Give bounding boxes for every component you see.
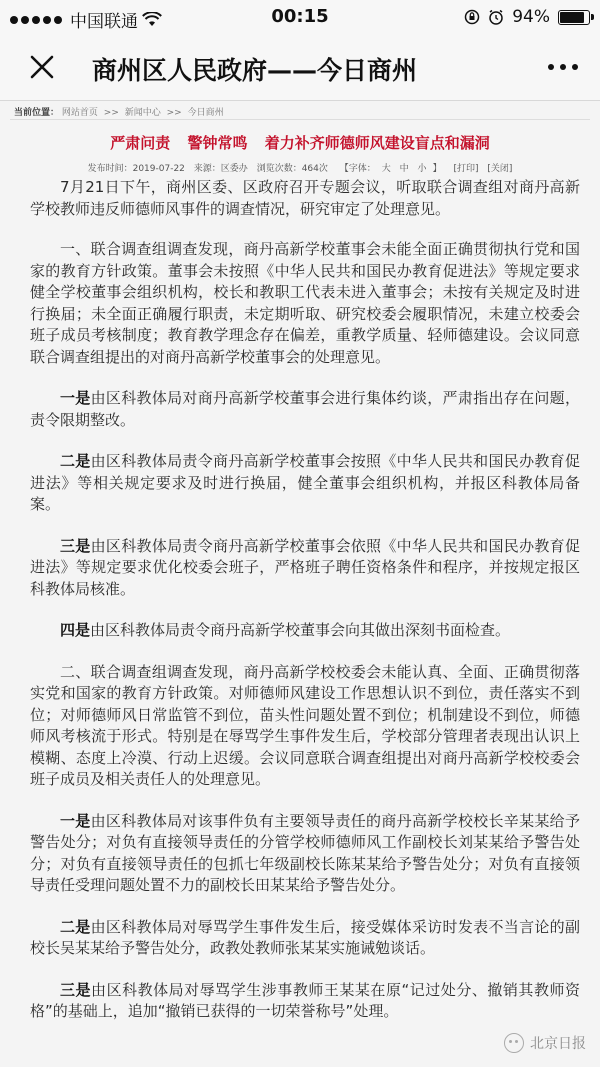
page-title: 商州区人民政府——今日商州: [92, 56, 418, 85]
status-bar: [0, 0, 600, 34]
paragraph-lead: 一是: [60, 811, 91, 830]
paragraph: [30, 451, 580, 516]
orientation-lock-icon: [464, 9, 480, 25]
battery-fill: [560, 12, 584, 23]
close-link[interactable]: [关闭]: [487, 164, 513, 174]
alarm-icon: [488, 9, 504, 25]
paragraph: [30, 388, 580, 431]
paragraph: [30, 536, 580, 601]
print-link[interactable]: [打印]: [453, 164, 479, 174]
font-large-link[interactable]: 大: [381, 164, 391, 174]
breadcrumb-current[interactable]: 今日商州: [187, 108, 224, 118]
more-icon[interactable]: [548, 64, 578, 70]
paragraph-lead: 三是: [60, 536, 91, 555]
breadcrumb-label: 当前位置：: [14, 108, 60, 118]
article-headline: [0, 132, 600, 153]
paragraph: 二、联合调查组调查发现，商丹高新学校校委会未能认真、全面、正确贯彻落实党和国家的教育方针政策。对师德师风建设工作思想认识不到位，责任落实不到位；对师德师风日常监管不到位，苗头性问题处置不到位；机制建设不到位，师德师风考核流于形式。特别是在辱骂学生事件发生后，学校部分管理者表现出认识上模糊、态度上冷漠、行动上迟缓。会议同意联合调查组提出对商丹高新学校校委会班子成员及相关责任人的处理意见。: [30, 662, 580, 788]
headline-part-3: 着力补齐师德师风建设盲点和漏洞: [264, 134, 490, 152]
font-mid-link[interactable]: 中: [399, 164, 409, 174]
paragraph: [30, 620, 580, 642]
font-label-end: 】: [432, 164, 442, 174]
font-small-link[interactable]: 小: [417, 164, 427, 174]
paragraph: 一、联合调查组调查发现，商丹高新学校董事会未能全面正确贯彻执行党和国家的教育方针政策。董事会未按照《中华人民共和国民办教育促进法》等规定要求健全学校董事会组织机构，校长和教职工代表未进入董事会；未按有关规定及时进行换届；未全面正确履行职责，未定期听取、研究校委会履职情况，未建立校委会班子成员考核制度；教育教学理念存在偏差，重教学质量、轻师德建设。会议同意联合调查组提出的对商丹高新学校董事会的处理意见。: [30, 240, 580, 366]
divider: [10, 119, 590, 120]
font-label-start: 【字体：: [339, 164, 376, 174]
paragraph-text: 由区科教体局对该事件负有主要领导责任的商丹高新学校校长辛某某给予警告处分；对负有直接领导责任的分管学校师德师风工作副校长刘某某给予警告处分；对负有直接领导责任的包抓七年级副校长陈某某给予警告处分；对负有直接领导责任受理问题处置不力的副校长田某某给予警告处分。: [30, 811, 580, 894]
paragraph-text: 由区科教体局对辱骂学生事件发生后，接受媒体采访时发表不当言论的副校长吴某某给予警告处分，政教处教师张某某实施诫勉谈话。: [30, 917, 580, 957]
paragraph-lead: 一是: [60, 389, 91, 407]
article-meta: [0, 161, 600, 174]
paragraph-text: 由区科教体局责令商丹高新学校董事会向其做出深刻书面检查。: [90, 621, 511, 639]
headline-part-2: 警钟常鸣: [187, 134, 248, 152]
battery-icon: [558, 10, 590, 25]
status-time: 00:15: [271, 6, 329, 27]
carrier-label: 中国联通: [70, 12, 138, 32]
breadcrumb-separator: >>: [166, 108, 182, 118]
view-count: 浏览次数：464次: [256, 164, 328, 174]
publish-time: 发布时间：2019-07-22: [87, 164, 185, 174]
breadcrumb-separator: >>: [103, 108, 119, 118]
nav-bar: [0, 34, 600, 101]
paragraph: [30, 917, 580, 960]
web-content: [0, 101, 600, 1067]
status-right: [464, 7, 590, 27]
headline-part-1: 严肃问责: [110, 134, 171, 152]
close-icon[interactable]: [24, 49, 60, 85]
watermark: [504, 1033, 586, 1053]
breadcrumb: [14, 105, 224, 118]
paragraph-text: 由区科教体局责令商丹高新学校董事会依照《中华人民共和国民办教育促进法》等规定要求优化校委会班子，严格班子聘任资格条件和程序，并按规定报区科教体局核准。: [30, 536, 580, 598]
wechat-icon: [504, 1033, 524, 1053]
font-size-label: [337, 164, 445, 174]
breadcrumb-news[interactable]: 新闻中心: [124, 108, 161, 118]
paragraph-text: 由区科教体局对辱骂学生涉事教师王某某在原“记过处分、撤销其教师资格”的基础上，追加“撤销已获得的一切荣誉称号”处理。: [30, 980, 580, 1020]
paragraph-text: 由区科教体局对商丹高新学校董事会进行集体约谈，严肃指出存在问题，责令限期整改。: [30, 389, 580, 429]
paragraph: [30, 980, 580, 1023]
battery-percent: 94%: [512, 7, 550, 27]
paragraph-lead: 二是: [60, 452, 91, 470]
article-source: 来源：区委办: [193, 164, 248, 174]
paragraph: 7月21日下午，商州区委、区政府召开专题会议，听取联合调查组对商丹高新学校教师违反师德师风事件的调查情况，研究审定了处理意见。: [30, 178, 580, 218]
paragraph-text: 由区科教体局责令商丹高新学校董事会按照《中华人民共和国民办教育促进法》等相关规定要求及时进行换届，健全董事会组织机构，并报区科教体局备案。: [30, 452, 580, 513]
paragraph-lead: 二是: [60, 917, 91, 936]
paragraph-lead: 四是: [60, 621, 91, 639]
breadcrumb-home[interactable]: 网站首页: [61, 108, 98, 118]
paragraph-lead: 三是: [60, 980, 92, 999]
article-body: [30, 177, 580, 1043]
paragraph: [30, 811, 580, 897]
watermark-text: 北京日报: [530, 1036, 586, 1052]
